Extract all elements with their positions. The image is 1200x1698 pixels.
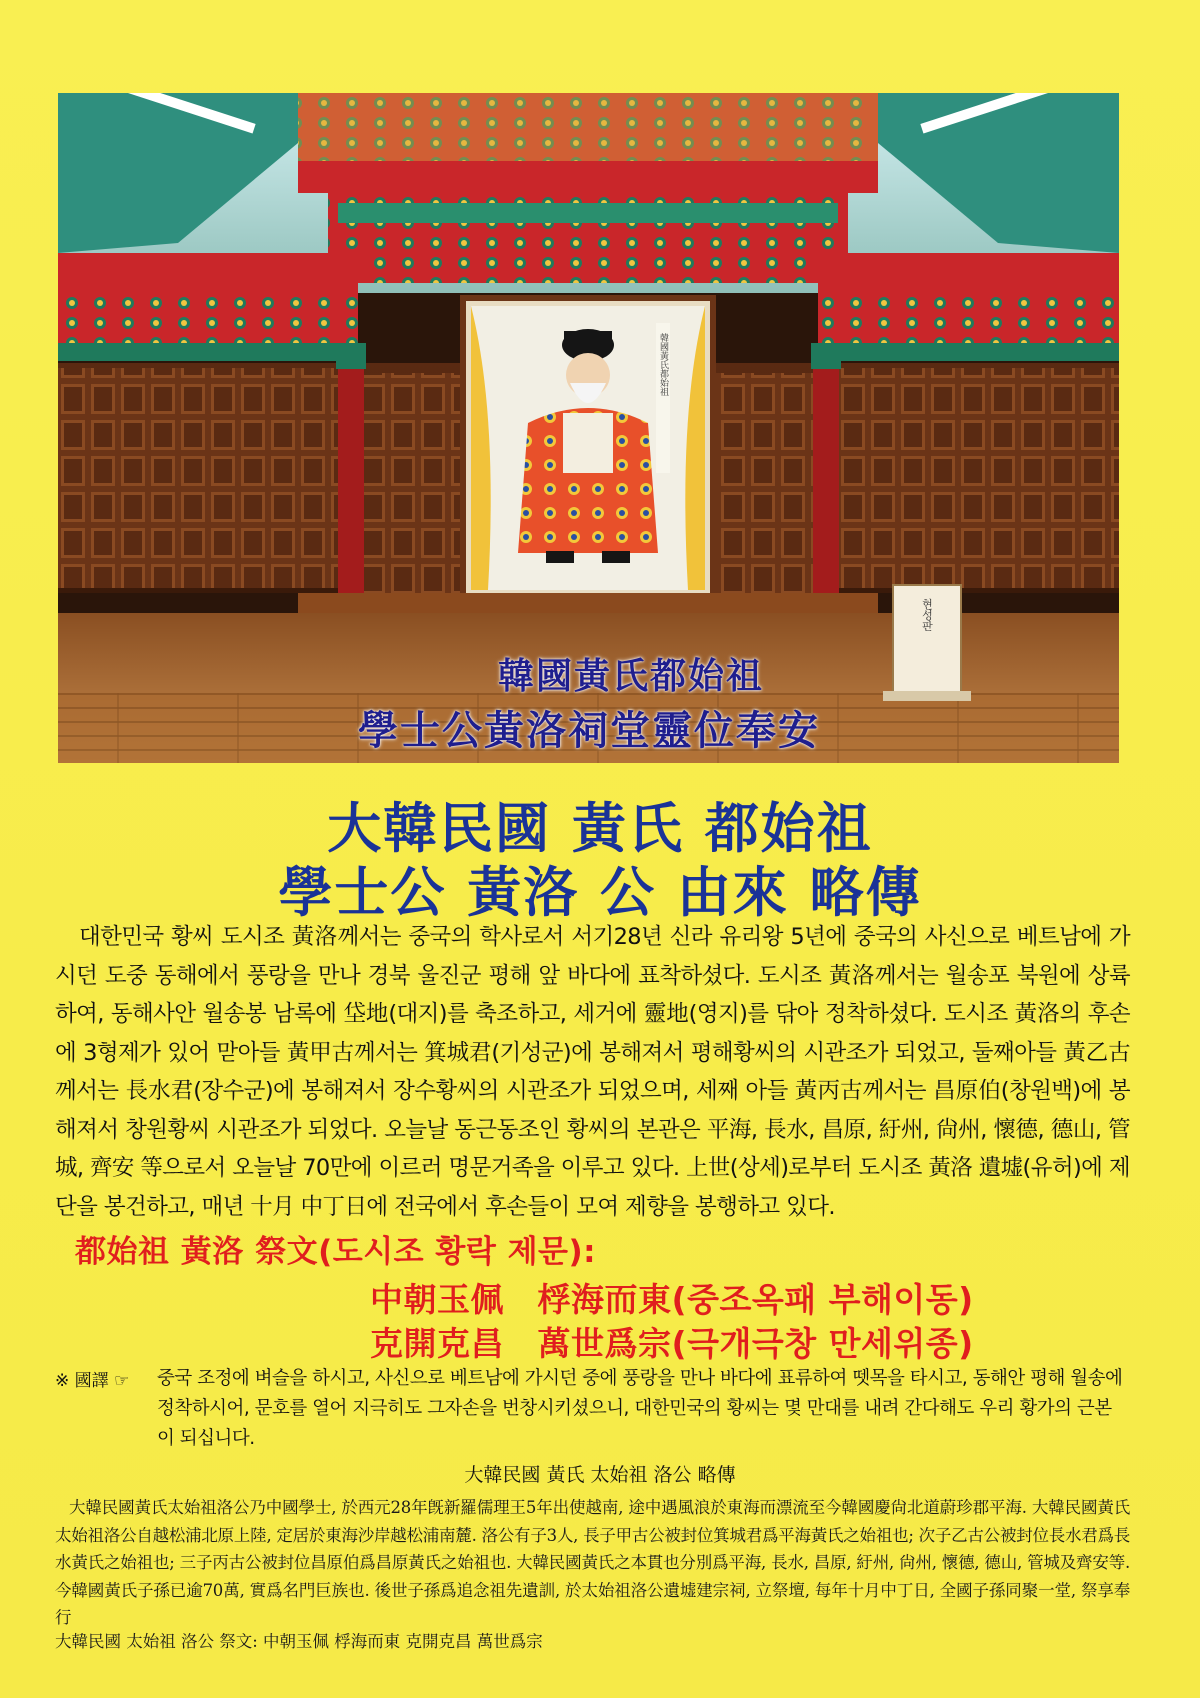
hanmun-sacrifice-line: 大韓民國 太始祖 洛公 祭文: 中朝玉佩 桴海而東 克開克昌 萬世爲宗 <box>55 1632 543 1651</box>
photo-caption-line1: 韓國黃氏都始祖 <box>498 655 765 697</box>
main-title-line1: 大韓民國 黃氏 都始祖 <box>327 797 873 860</box>
sacrifice-verse-1: 中朝玉佩 桴海而東(중조옥패 부해이동) <box>370 1280 974 1319</box>
main-title-line2: 學士公 黃洛 公 由來 略傳 <box>278 861 922 924</box>
hanmun-title: 大韓民國 黃氏 太始祖 洛公 略傳 <box>464 1464 736 1486</box>
sacrifice-text-heading: 都始祖 黃洛 祭文(도시조 황락 제문): <box>75 1234 597 1270</box>
tablet-label: 현성판 <box>920 598 934 632</box>
korean-biography-paragraph: 대한민국 황씨 도시조 黃洛께서는 중국의 학사로서 서기28년 신라 유리왕 5년에 중국의 사신으로 베트남에 가시던 도중 동해에서 풍랑을 만나 경북 울진군 평해 앞 바다에 표착하셨다. 도시조 黃洛께서는 월송포 북원에 상륙하여, 동해사안 월송봉 남록에 垈地(대지)를 축조하고, 세거에 靈地(영지)를 닦아 정착하셨다. 도시조 黃洛의 후손에 3형제가 있어 맏아들 黃甲古께서는 箕城君(기성군)에 봉해져서 평해황씨의 시관조가 되었고, 둘째아들 黃乙古께서는 長水君(장수군)에 봉해져서 장수황씨의 시관조가 되었으며, 세째 아들 黃丙古께서는 昌原伯(창원백)에 봉해져서 창원황씨 시관조가 되었다. 오늘날 동근동조인 황씨의 본관은 平海, 長水, 昌原, 紆州, 尙州, 懷德, 德山, 管城, 齊安 等으로서 오늘날 70만에 이르러 명문거족을 이루고 있다. 上世(상세)로부터 도시조 黃洛 遺墟(유허)에 제단을 봉건하고, 매년 十月 中丁日에 전국에서 후손들이 모여 제향을 봉행하고 있다. <box>55 924 1130 1220</box>
translation-note-label: ※ 國譯 ☞ <box>55 1371 130 1391</box>
shrine-photo <box>58 93 1119 763</box>
hanmun-biography-paragraph: 大韓民國黃氏太始祖洛公乃中國學士, 於西元28年旣新羅儒理王5年出使越南, 途中遇風浪於東海而漂流至今韓國慶尙北道蔚珍郡平海. 大韓民國黃氏太始祖洛公自越松浦北原上陸, 定居於東海沙岸越松浦南麓. 洛公有子3人, 長子甲古公被封位箕城君爲平海黃氏之始祖也; 次子乙古公被封位長水君爲長水黃氏之始祖也; 三子丙古公被封位昌原伯爲昌原黃氏之始祖也. 大韓民國黃氏之本貫也分別爲平海, 長水, 昌原, 紆州, 尙州, 懷德, 德山, 管城及齊安等. 今韓國黃氏子孫已逾70萬, 實爲名門巨族也. 後世子孫爲追念祖先遺訓, 於太始祖洛公遺墟建宗祠, 立祭壇, 每年十月中丁日, 全國子孫同聚一堂, 祭享奉行 <box>55 1498 1130 1627</box>
portrait-label: 韓國黃氏都始祖 <box>658 333 668 396</box>
sacrifice-verse-2: 克開克昌 萬世爲宗(극개극창 만세위종) <box>370 1324 974 1363</box>
photo-caption-line2: 學士公黃洛祠堂靈位奉安 <box>358 707 820 754</box>
translation-note-text: 중국 조정에 벼슬을 하시고, 사신으로 베트남에 가시던 중에 풍랑을 만나 바다에 표류하여 뗏목을 타시고, 동해안 평해 월송에 정착하시어, 문호를 열어 지극히도 그자손을 번창시키셨으니, 대한민국의 황씨는 몇 만대를 내려 간다해도 우리 황가의 근본이 되십니다. <box>157 1368 1123 1449</box>
